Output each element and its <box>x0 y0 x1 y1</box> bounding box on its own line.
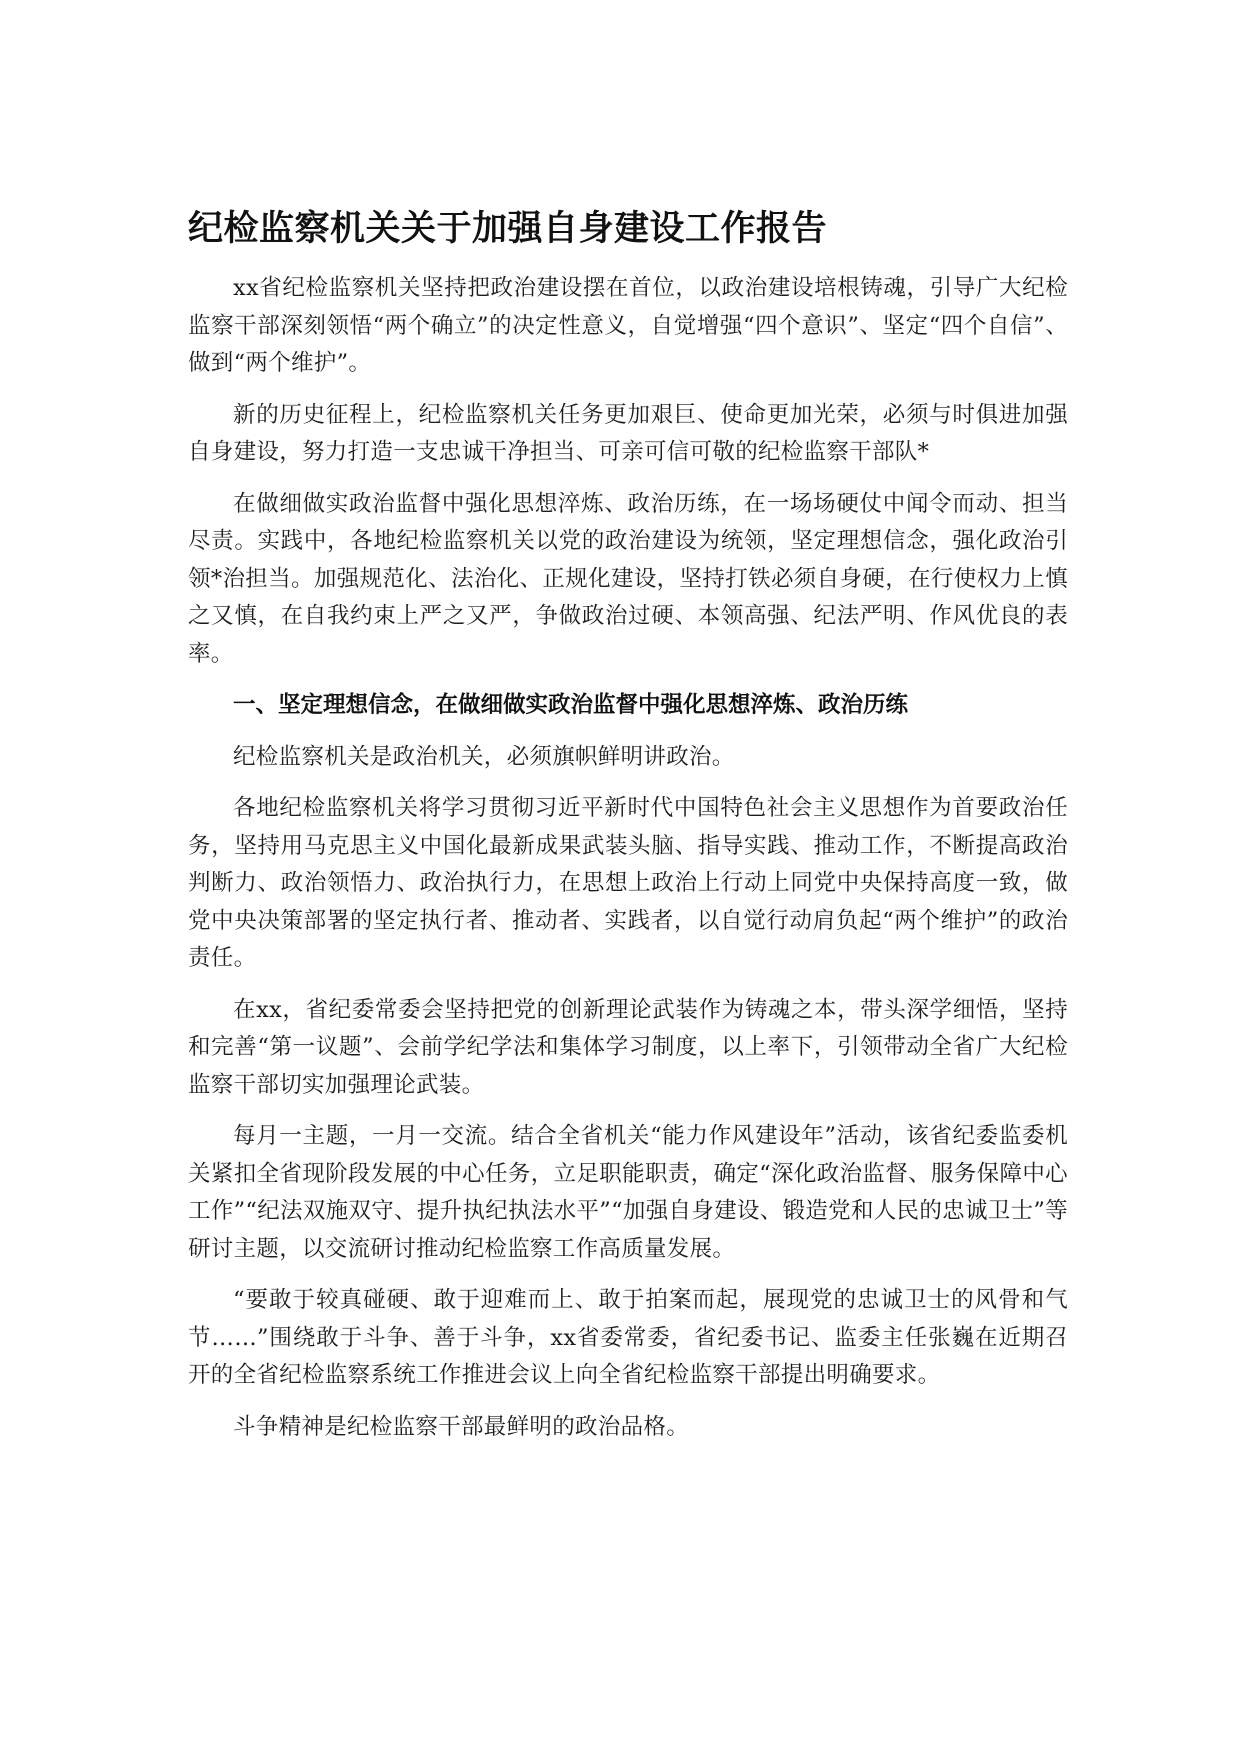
paragraph: 斗争精神是纪检监察干部最鲜明的政治品格。 <box>233 1413 690 1440</box>
paragraph: 新的历史征程上，纪检监察机关任务更加艰巨、使命更加光荣，必须与时俱进加强自身建设，努力打造一支忠诚干净担当、可亲可信可敬的纪检监察干部队* <box>188 401 1068 465</box>
section-heading: 一、坚定理想信念，在做细做实政治监督中强化思想淬炼、政治历练 <box>233 692 909 718</box>
document-body <box>188 270 1068 1460</box>
paragraph: 纪检监察机关是政治机关，必须旗帜鲜明讲政治。 <box>233 743 735 770</box>
paragraph: xx省纪检监察机关坚持把政治建设摆在首位，以政治建设培根铸魂，引导广大纪检监察干部深刻领悟“两个确立”的决定性意义，自觉增强“四个意识”、坚定“四个自信”、做到“两个维护”。 <box>188 275 1068 376</box>
document-title: 纪检监察机关关于加强自身建设工作报告 <box>188 209 828 249</box>
paragraph: 每月一主题，一月一交流。结合全省机关“能力作风建设年”活动，该省纪委监委机关紧扣全省现阶段发展的中心任务，立足职能职责，确定“深化政治监督、服务保障中心工作”“纪法双施双守、提升执纪执法水平”“加强自身建设、锻造党和人民的忠诚卫士”等研讨主题，以交流研讨推动纪检监察工作高质量发展。 <box>188 1123 1068 1262</box>
paragraph: 各地纪检监察机关将学习贯彻习近平新时代中国特色社会主义思想作为首要政治任务，坚持用马克思主义中国化最新成果武装头脑、指导实践、推动工作，不断提高政治判断力、政治领悟力、政治执行力，在思想上政治上行动上同党中央保持高度一致，做党中央决策部署的坚定执行者、推动者、实践者，以自觉行动肩负起“两个维护”的政治责任。 <box>188 795 1068 971</box>
paragraph: 在xx，省纪委常委会坚持把党的创新理论武装作为铸魂之本，带头深学细悟，坚持和完善“第一议题”、会前学纪学法和集体学习制度，以上率下，引领带动全省广大纪检监察干部切实加强理论武装。 <box>188 996 1068 1098</box>
paragraph: “要敢于较真碰硬、敢于迎难而上、敢于拍案而起，展现党的忠诚卫士的风骨和气节……”围绕敢于斗争、善于斗争，xx省委常委，省纪委书记、监委主任张巍在近期召开的全省纪检监察系统工作推进会议上向全省纪检监察干部提出明确要求。 <box>188 1287 1068 1388</box>
paragraph: 在做细做实政治监督中强化思想淬炼、政治历练，在一场场硬仗中闻令而动、担当尽责。实践中，各地纪检监察机关以党的政治建设为统领，坚定理想信念，强化政治引领*治担当。加强规范化、法治化、正规化建设，坚持打铁必须自身硬，在行使权力上慎之又慎，在自我约束上严之又严，争做政治过硬、本领高强、纪法严明、作风优良的表率。 <box>188 490 1068 667</box>
